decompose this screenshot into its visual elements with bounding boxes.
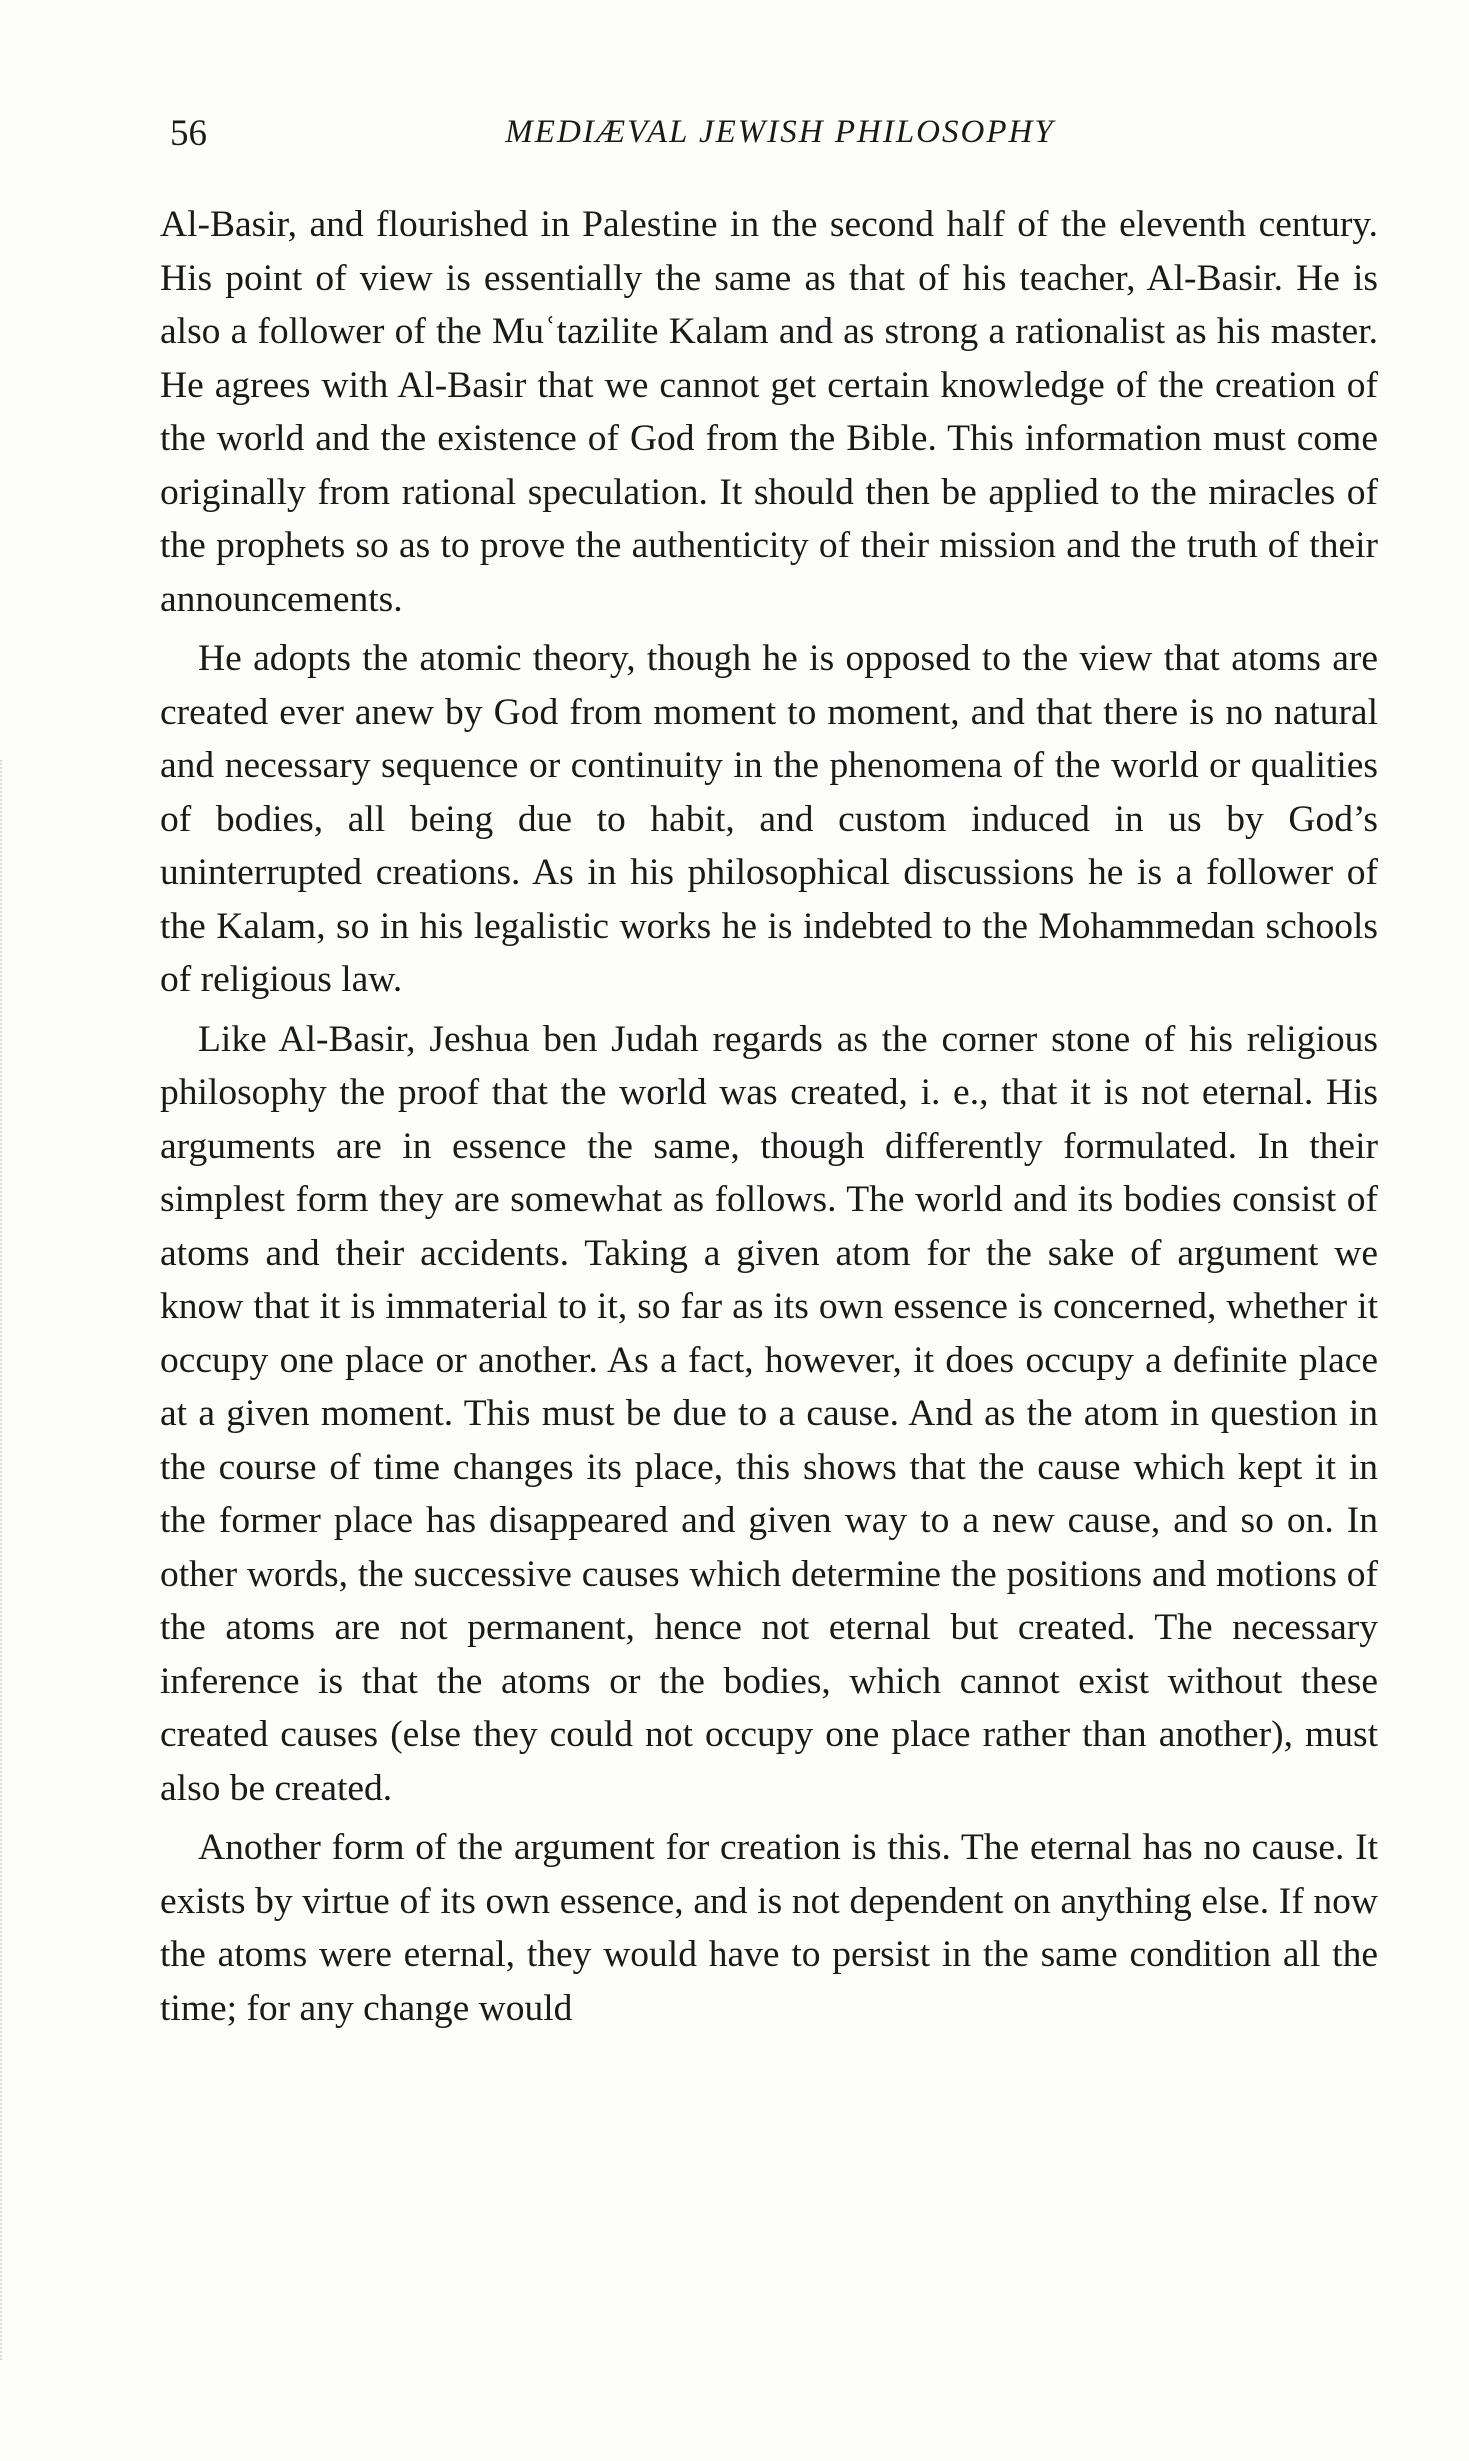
paragraph-3: Like Al-Basir, Jeshua ben Judah regards as the corner stone of his religious philosophy the proof that the world was created, i. e., that it is not eternal. His arguments are in essence the same, though differently formulated. In their simplest form they are somewhat as follows. The world and its bodies consist of atoms and their accidents. Taking a given atom for the sake of argument we know that it is immaterial to it, so far as its own essence is concerned, whether it occupy one place or another. As a fact, however, it does occupy a definite place at a given moment. This must be due to a cause. And as the atom in question in the course of time changes its place, this shows that the cause which kept it in the former place has disappeared and given way to a new cause, and so on. In other words, the successive causes which determine the positions and motions of the atoms are not permanent, hence not eternal but created. The necessary inference is that the atoms or the bodies, which cannot exist without these created causes (else they could not occupy one place rather than another), must also be created. xyxy=(160,1018,1378,1809)
body-text xyxy=(160,198,1378,2041)
paragraph-2: He adopts the atomic theory, though he is opposed to the view that atoms are created ever anew by God from moment to moment, and that there is no natural and necessary sequence or continuity in the phenomena of the world or qualities of bodies, all being due to habit, and custom induced in us by God’s uninterrupted creations. As in his philosophical discussions he is a follower of the Kalam, so in his legalistic works he is indebted to the Mohammedan schools of religious law. xyxy=(160,638,1378,1000)
running-title: MEDIÆVAL JEWISH PHILOSOPHY xyxy=(505,114,1055,150)
page-edge-marks xyxy=(0,760,8,2360)
paragraph-1: Al-Basir, and flourished in Palestine in the second half of the eleventh century. His point of view is essentially the same as that of his teacher, Al-Basir. He is also a follower of the Muʿtazilite Kalam and as strong a rationalist as his master. He agrees with Al-Basir that we cannot get certain knowledge of the creation of the world and the existence of God from the Bible. This information must come originally from rational speculation. It should then be applied to the miracles of the prophets so as to prove the authenticity of their mission and the truth of their announcements. xyxy=(160,204,1378,620)
page-number: 56 xyxy=(170,113,207,154)
paragraph-4: Another form of the argument for creation is this. The eternal has no cause. It exists by virtue of its own essence, and is not dependent on anything else. If now the atoms were eternal, they would have to persist in the same condition all the time; for any change would xyxy=(160,1827,1378,2029)
page-header xyxy=(170,112,1360,162)
